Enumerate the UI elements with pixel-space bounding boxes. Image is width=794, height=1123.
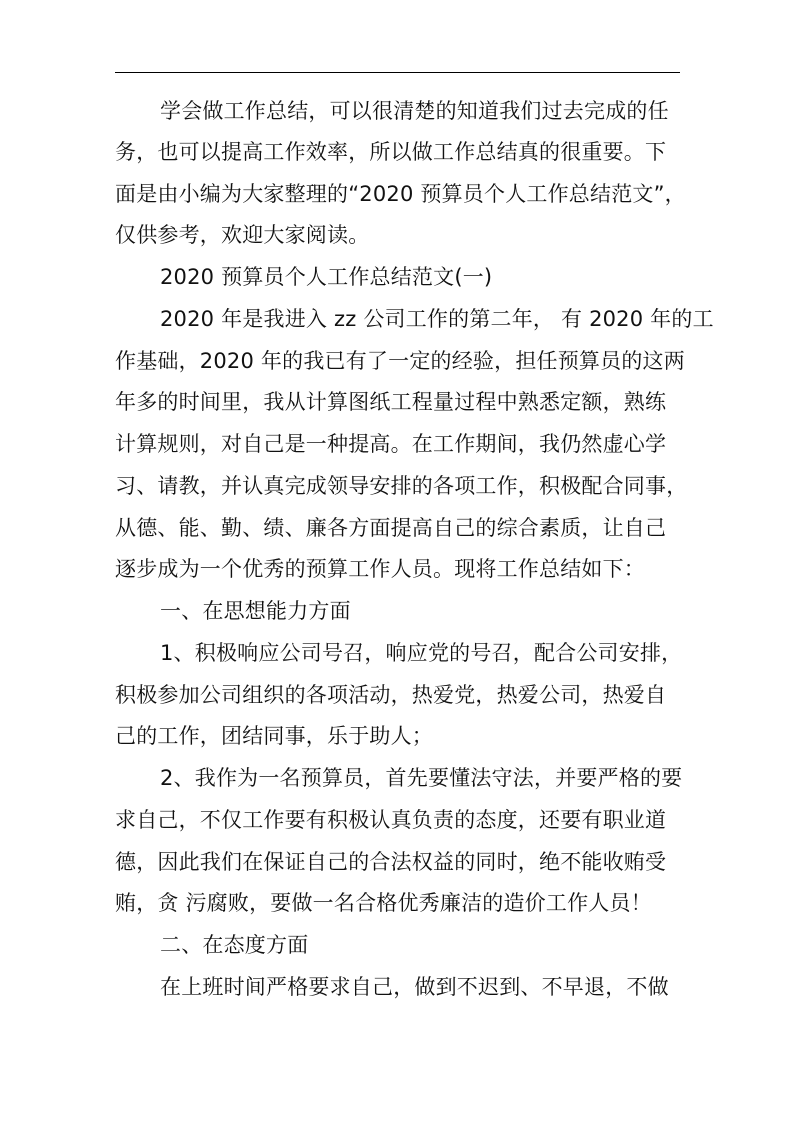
paragraph-line: 求自己，不仅工作要有积极认真负责的态度，还要有职业道 [115, 808, 667, 832]
paragraph-line: 德，因此我们在保证自己的合法权益的同时，绝不能收贿受 [115, 850, 667, 874]
paragraph-line: 作基础，2020 年的我已有了一定的经验，担任预算员的这两 [115, 349, 685, 373]
paragraph-line: 学会做工作总结，可以很清楚的知道我们过去完成的任 [160, 99, 669, 123]
paragraph-line: 年多的时间里，我从计算图纸工程量过程中熟悉定额，熟练 [115, 390, 667, 414]
paragraph-line: 2020 年是我进入 zz 公司工作的第二年， 有 2020 年的工 [160, 307, 714, 331]
paragraph-line: 逐步成为一个优秀的预算工作人员。现将工作总结如下： [115, 557, 645, 581]
paragraph-line: 仅供参考，欢迎大家阅读。 [115, 223, 370, 247]
section-title: 2020 预算员个人工作总结范文(一) [160, 265, 493, 289]
header-rule [115, 72, 680, 73]
paragraph-line: 1、积极响应公司号召，响应党的号召，配合公司安排， [160, 641, 683, 665]
paragraph-line: 习、请教，并认真完成领导安排的各项工作，积极配合同事， [115, 474, 688, 498]
paragraph-line: 从德、能、勤、绩、廉各方面提高自己的综合素质，让自己 [115, 516, 667, 540]
paragraph-line: 己的工作，团结同事，乐于助人； [115, 724, 433, 748]
paragraph-line: 务，也可以提高工作效率，所以做工作总结真的很重要。下 [115, 140, 667, 164]
section-heading: 二、在态度方面 [160, 933, 309, 957]
paragraph-line: 2、我作为一名预算员，首先要懂法守法，并要严格的要 [160, 766, 683, 790]
paragraph-line: 贿，贪 污腐败，要做一名合格优秀廉洁的造价工作人员！ [115, 891, 652, 915]
section-heading: 一、在思想能力方面 [160, 599, 351, 623]
paragraph-line: 积极参加公司组织的各项活动，热爱党，热爱公司，热爱自 [115, 683, 667, 707]
paragraph-line: 面是由小编为大家整理的“2020 预算员个人工作总结范文”， [115, 182, 686, 206]
paragraph-line: 在上班时间严格要求自己，做到不迟到、不早退，不做 [160, 975, 669, 999]
paragraph-line: 计算规则，对自己是一种提高。在工作期间，我仍然虚心学 [115, 432, 667, 456]
